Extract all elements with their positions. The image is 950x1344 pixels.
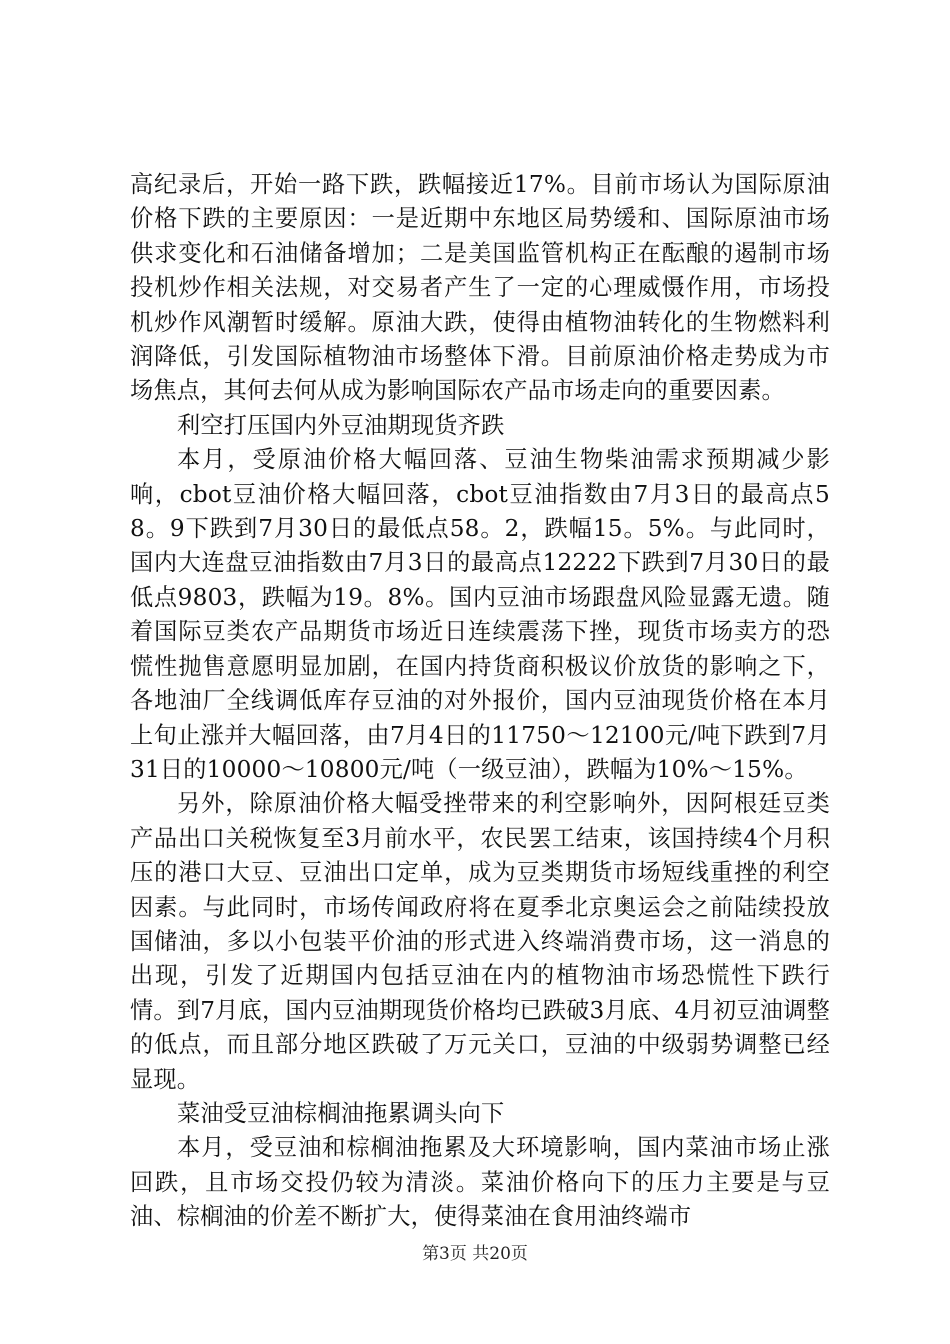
- section-heading-rapeseed-oil: 菜油受豆油棕榈油拖累调头向下: [177, 1099, 505, 1127]
- paragraph-argentina-reserves: 另外，除原油价格大幅受挫带来的利空影响外，因阿根廷豆类产品出口关税恢复至3月前水平，农民罢工结束，该国持续4个月积压的港口大豆、豆油出口定单，成为豆类期货市场短线重挫的利空因素。与此同时，市场传闻政府将在夏季北京奥运会之前陆续投放国储油，多以小包装平价油的形式进入终端消费市场，这一消息的出现，引发了近期国内包括豆油在内的植物油市场恐慌性下跌行情。到7月底，国内豆油期现货价格均已跌破3月底、4月初豆油调整的低点，而且部分地区跌破了万元关口，豆油的中级弱势调整已经显现。: [130, 790, 830, 1093]
- page-footer: 第3页 共20页: [422, 1244, 528, 1264]
- section-heading-soybean-oil: 利空打压国内外豆油期现货齐跌: [177, 411, 505, 439]
- document-body: [130, 168, 830, 1235]
- paragraph-soybean-oil-prices: 本月，受原油价格大幅回落、豆油生物柴油需求预期减少影响，cbot豆油价格大幅回落，cbot豆油指数由7月3日的最高点58。9下跌到7月30日的最低点58。2，跌幅15。5%。与此同时，国内大连盘豆油指数由7月3日的最高点12222下跌到7月30日的最低点9803，跌幅为19。8%。国内豆油市场跟盘风险显露无遗。随着国际豆类农产品期货市场近日连续震荡下挫，现货市场卖方的恐慌性抛售意愿明显加剧，在国内持货商积极议价放货的影响之下，各地油厂全线调低库存豆油的对外报价，国内豆油现货价格在本月上旬止涨并大幅回落，由7月4日的11750～12100元/吨下跌到7月31日的10000～10800元/吨（一级豆油），跌幅为10%～15%。: [130, 446, 830, 783]
- paragraph-oil-price-decline: 高纪录后，开始一路下跌，跌幅接近17%。目前市场认为国际原油价格下跌的主要原因：一是近期中东地区局势缓和、国际原油市场供求变化和石油储备增加；二是美国监管机构正在酝酿的遏制市场投机炒作相关法规，对交易者产生了一定的心理威慑作用，市场投机炒作风潮暂时缓解。原油大跌，使得由植物油转化的生物燃料利润降低，引发国际植物油市场整体下滑。目前原油价格走势成为市场焦点，其何去何从成为影响国际农产品市场走向的重要因素。: [130, 171, 830, 405]
- paragraph-rapeseed-oil: 本月，受豆油和棕榈油拖累及大环境影响，国内菜油市场止涨回跌，且市场交投仍较为清淡。菜油价格向下的压力主要是与豆油、棕榈油的价差不断扩大，使得菜油在食用油终端市: [130, 1134, 830, 1231]
